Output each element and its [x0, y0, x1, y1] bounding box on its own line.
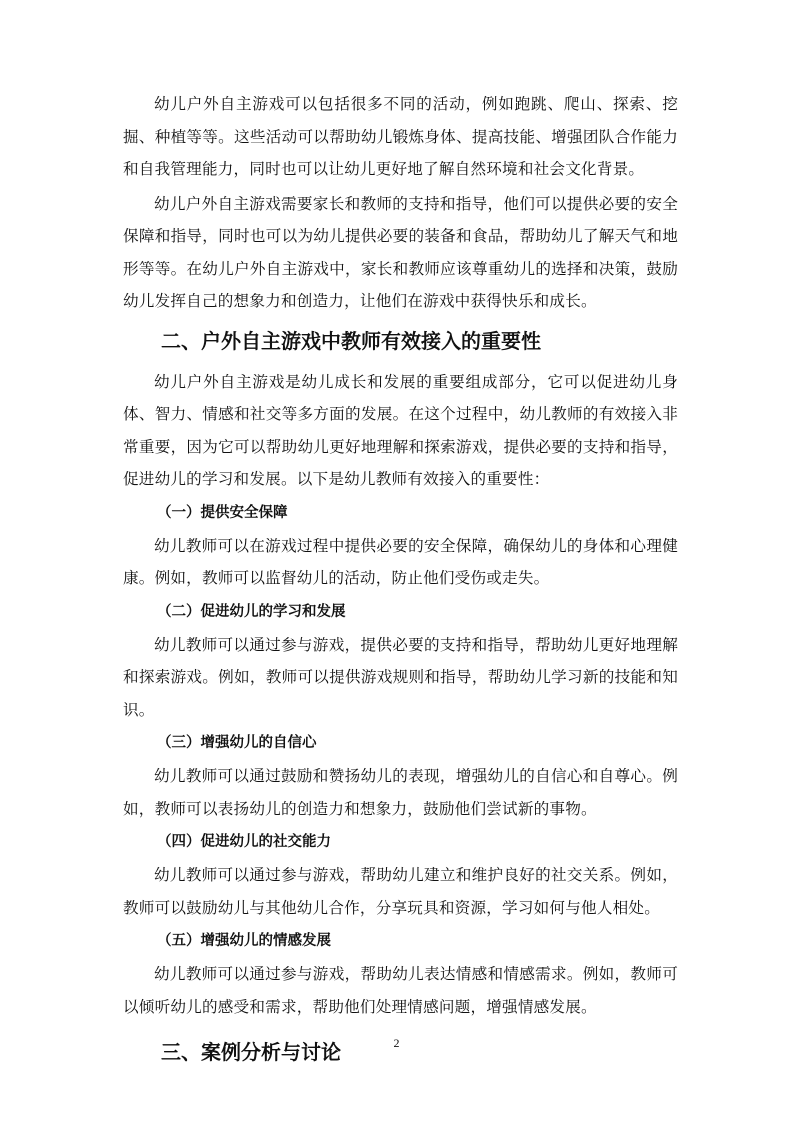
- paragraph: 幼儿户外自主游戏需要家长和教师的支持和指导，他们可以提供必要的安全保障和指导，同时也可以为幼儿提供必要的装备和食品，帮助幼儿了解天气和地形等等。在幼儿户外自主游戏中，家长和教师应该尊重幼儿的选择和决策，鼓励幼儿发挥自己的想象力和创造力，让他们在游戏中获得快乐和成长。: [123, 194, 678, 310]
- subsection-heading: （二）促进幼儿的学习和发展: [157, 603, 346, 620]
- paragraph: 幼儿教师可以通过参与游戏，帮助幼儿表达情感和情感需求。例如，教师可以倾听幼儿的感受和需求，帮助他们处理情感问题，增强情感发展。: [123, 965, 678, 1016]
- subsection-heading: （三）增强幼儿的自信心: [157, 735, 317, 751]
- page-body: [123, 88, 678, 1077]
- subsection-heading: （五）增强幼儿的情感发展: [157, 933, 331, 949]
- section-heading: 二、户外自主游戏中教师有效接入的重要性: [161, 328, 541, 353]
- subsection-heading: （四）促进幼儿的社交能力: [157, 834, 331, 850]
- paragraph: 幼儿教师可以在游戏过程中提供必要的安全保障，确保幼儿的身体和心理健康。例如，教师可以监督幼儿的活动，防止他们受伤或走失。: [123, 536, 678, 587]
- paragraph: 幼儿教师可以通过鼓励和赞扬幼儿的表现，增强幼儿的自信心和自尊心。例如，教师可以表扬幼儿的创造力和想象力，鼓励他们尝试新的事物。: [123, 767, 678, 818]
- paragraph: 幼儿教师可以通过参与游戏，帮助幼儿建立和维护良好的社交关系。例如，教师可以鼓励幼儿与其他幼儿合作，分享玩具和资源，学习如何与他人相处。: [123, 866, 678, 917]
- paragraph: 幼儿户外自主游戏可以包括很多不同的活动，例如跑跳、爬山、探索、挖掘、种植等等。这些活动可以帮助幼儿锻炼身体、提高技能、增强团队合作能力和自我管理能力，同时也可以让幼儿更好地了解自然环境和社会文化背景。: [123, 95, 678, 178]
- section-heading: 三、案例分析与讨论: [161, 1040, 341, 1064]
- page-number: 2: [393, 1036, 400, 1050]
- paragraph: 幼儿教师可以通过参与游戏，提供必要的支持和指导，帮助幼儿更好地理解和探索游戏。例如，教师可以提供游戏规则和指导，帮助幼儿学习新的技能和知识。: [123, 635, 678, 719]
- paragraph: 幼儿户外自主游戏是幼儿成长和发展的重要组成部分，它可以促进幼儿身体、智力、情感和社交等多方面的发展。在这个过程中，幼儿教师的有效接入非常重要，因为它可以帮助幼儿更好地理解和探索游戏，提供必要的支持和指导，促进幼儿的学习和发展。以下是幼儿教师有效接入的重要性：: [123, 372, 678, 488]
- subsection-heading: （一）提供安全保障: [157, 504, 288, 521]
